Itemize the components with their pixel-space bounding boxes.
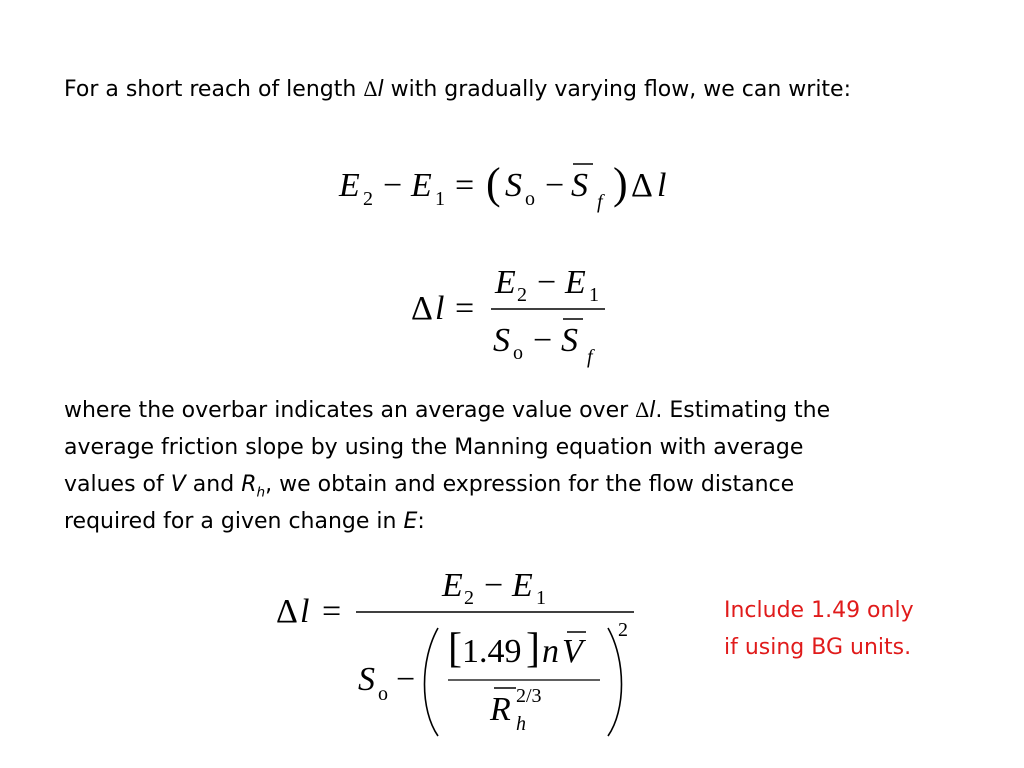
eq1-subo: o [525, 188, 535, 210]
eq1-subf: f [597, 191, 603, 213]
eq1-equals: = [455, 167, 475, 204]
explanation-text: . Estimating the [655, 398, 831, 423]
units-note-line-1: Include 1.49 only [724, 598, 914, 623]
eq1-E2: E [339, 167, 360, 204]
radius-variable: R [241, 472, 257, 497]
explanation-text: and [185, 472, 242, 497]
eq3-outer-exponent: 2 [618, 619, 628, 641]
eq3-R-exponent: 2/3 [516, 685, 542, 707]
eq3-l: l [300, 593, 310, 630]
eq1-sub1: 1 [435, 188, 445, 210]
eq3-V: V [562, 633, 583, 670]
radius-subscript: h [256, 484, 266, 501]
eq1-sub2: 2 [363, 188, 373, 210]
eq3-R-subscript: h [516, 713, 526, 735]
intro-text: For a short reach of length [64, 77, 364, 102]
explanation-line-1 [64, 391, 984, 429]
units-note [724, 592, 914, 666]
eq2-minus: − [537, 264, 557, 301]
eq3-sub2: 2 [464, 587, 474, 609]
explanation-text: required for a given change in [64, 509, 404, 534]
explanation-line-3 [64, 466, 984, 503]
delta-l-equation [405, 255, 625, 370]
eq3-E1: E [512, 567, 533, 604]
delta-symbol: Δ [363, 76, 378, 101]
eq3-lbracket: [ [448, 626, 462, 672]
eq3-coefficient: 1.49 [462, 633, 522, 670]
intro-paragraph [64, 70, 984, 108]
velocity-variable: V [170, 472, 186, 497]
intro-text-end: with gradually varying flow, we can write: [383, 77, 852, 102]
eq3-n: n [542, 633, 559, 670]
delta-symbol: Δ [635, 397, 650, 422]
eq2-subo: o [513, 342, 523, 364]
eq3-subo: o [378, 683, 388, 705]
explanation-text: values of [64, 472, 171, 497]
length-variable: l [377, 77, 384, 102]
eq2-So: S [493, 322, 510, 359]
eq1-delta: Δ [631, 167, 653, 204]
eq1-So: S [505, 167, 522, 204]
eq2-minus2: − [533, 322, 553, 359]
energy-equation [335, 150, 685, 220]
length-variable: l [649, 398, 656, 423]
eq3-rbracket: ] [526, 626, 540, 672]
eq2-E2: E [495, 264, 516, 301]
eq2-l: l [435, 290, 445, 327]
eq1-l: l [657, 167, 667, 204]
eq2-subf: f [587, 346, 593, 368]
eq2-sub2: 2 [517, 284, 527, 306]
eq1-minus2: − [545, 167, 565, 204]
eq3-minus: − [484, 567, 504, 604]
eq3-E2: E [442, 567, 463, 604]
eq3-R: R [490, 691, 511, 728]
eq2-E1: E [565, 264, 586, 301]
eq2-Sf: S [561, 322, 578, 359]
explanation-line-2: average friction slope by using the Manning equation with average [64, 435, 804, 460]
eq1-minus: − [383, 167, 403, 204]
eq2-sub1: 1 [589, 284, 599, 306]
eq1-Sf: S [571, 167, 588, 204]
eq2-delta: Δ [411, 290, 433, 327]
explanation-text: , we obtain and expression for the flow distance [265, 472, 795, 497]
manning-delta-l-equation [270, 560, 650, 750]
eq3-sub1: 1 [536, 587, 546, 609]
eq3-delta: Δ [276, 593, 298, 630]
energy-variable: E [403, 509, 418, 534]
eq3-equals: = [322, 593, 342, 630]
eq3-minus2: − [396, 661, 416, 698]
eq3-So: S [358, 661, 375, 698]
eq2-equals: = [455, 290, 475, 327]
eq1-rparen: ) [613, 159, 628, 208]
eq3-left-paren [425, 628, 439, 736]
explanation-text: where the overbar indicates an average value over [64, 398, 636, 423]
units-note-line-2: if using BG units. [724, 635, 912, 660]
explanation-line-4 [64, 503, 984, 540]
eq3-right-paren [608, 628, 622, 736]
explanation-text: : [417, 509, 425, 534]
explanation-paragraph [64, 391, 984, 540]
eq1-lparen: ( [486, 159, 501, 208]
eq1-E1: E [411, 167, 432, 204]
